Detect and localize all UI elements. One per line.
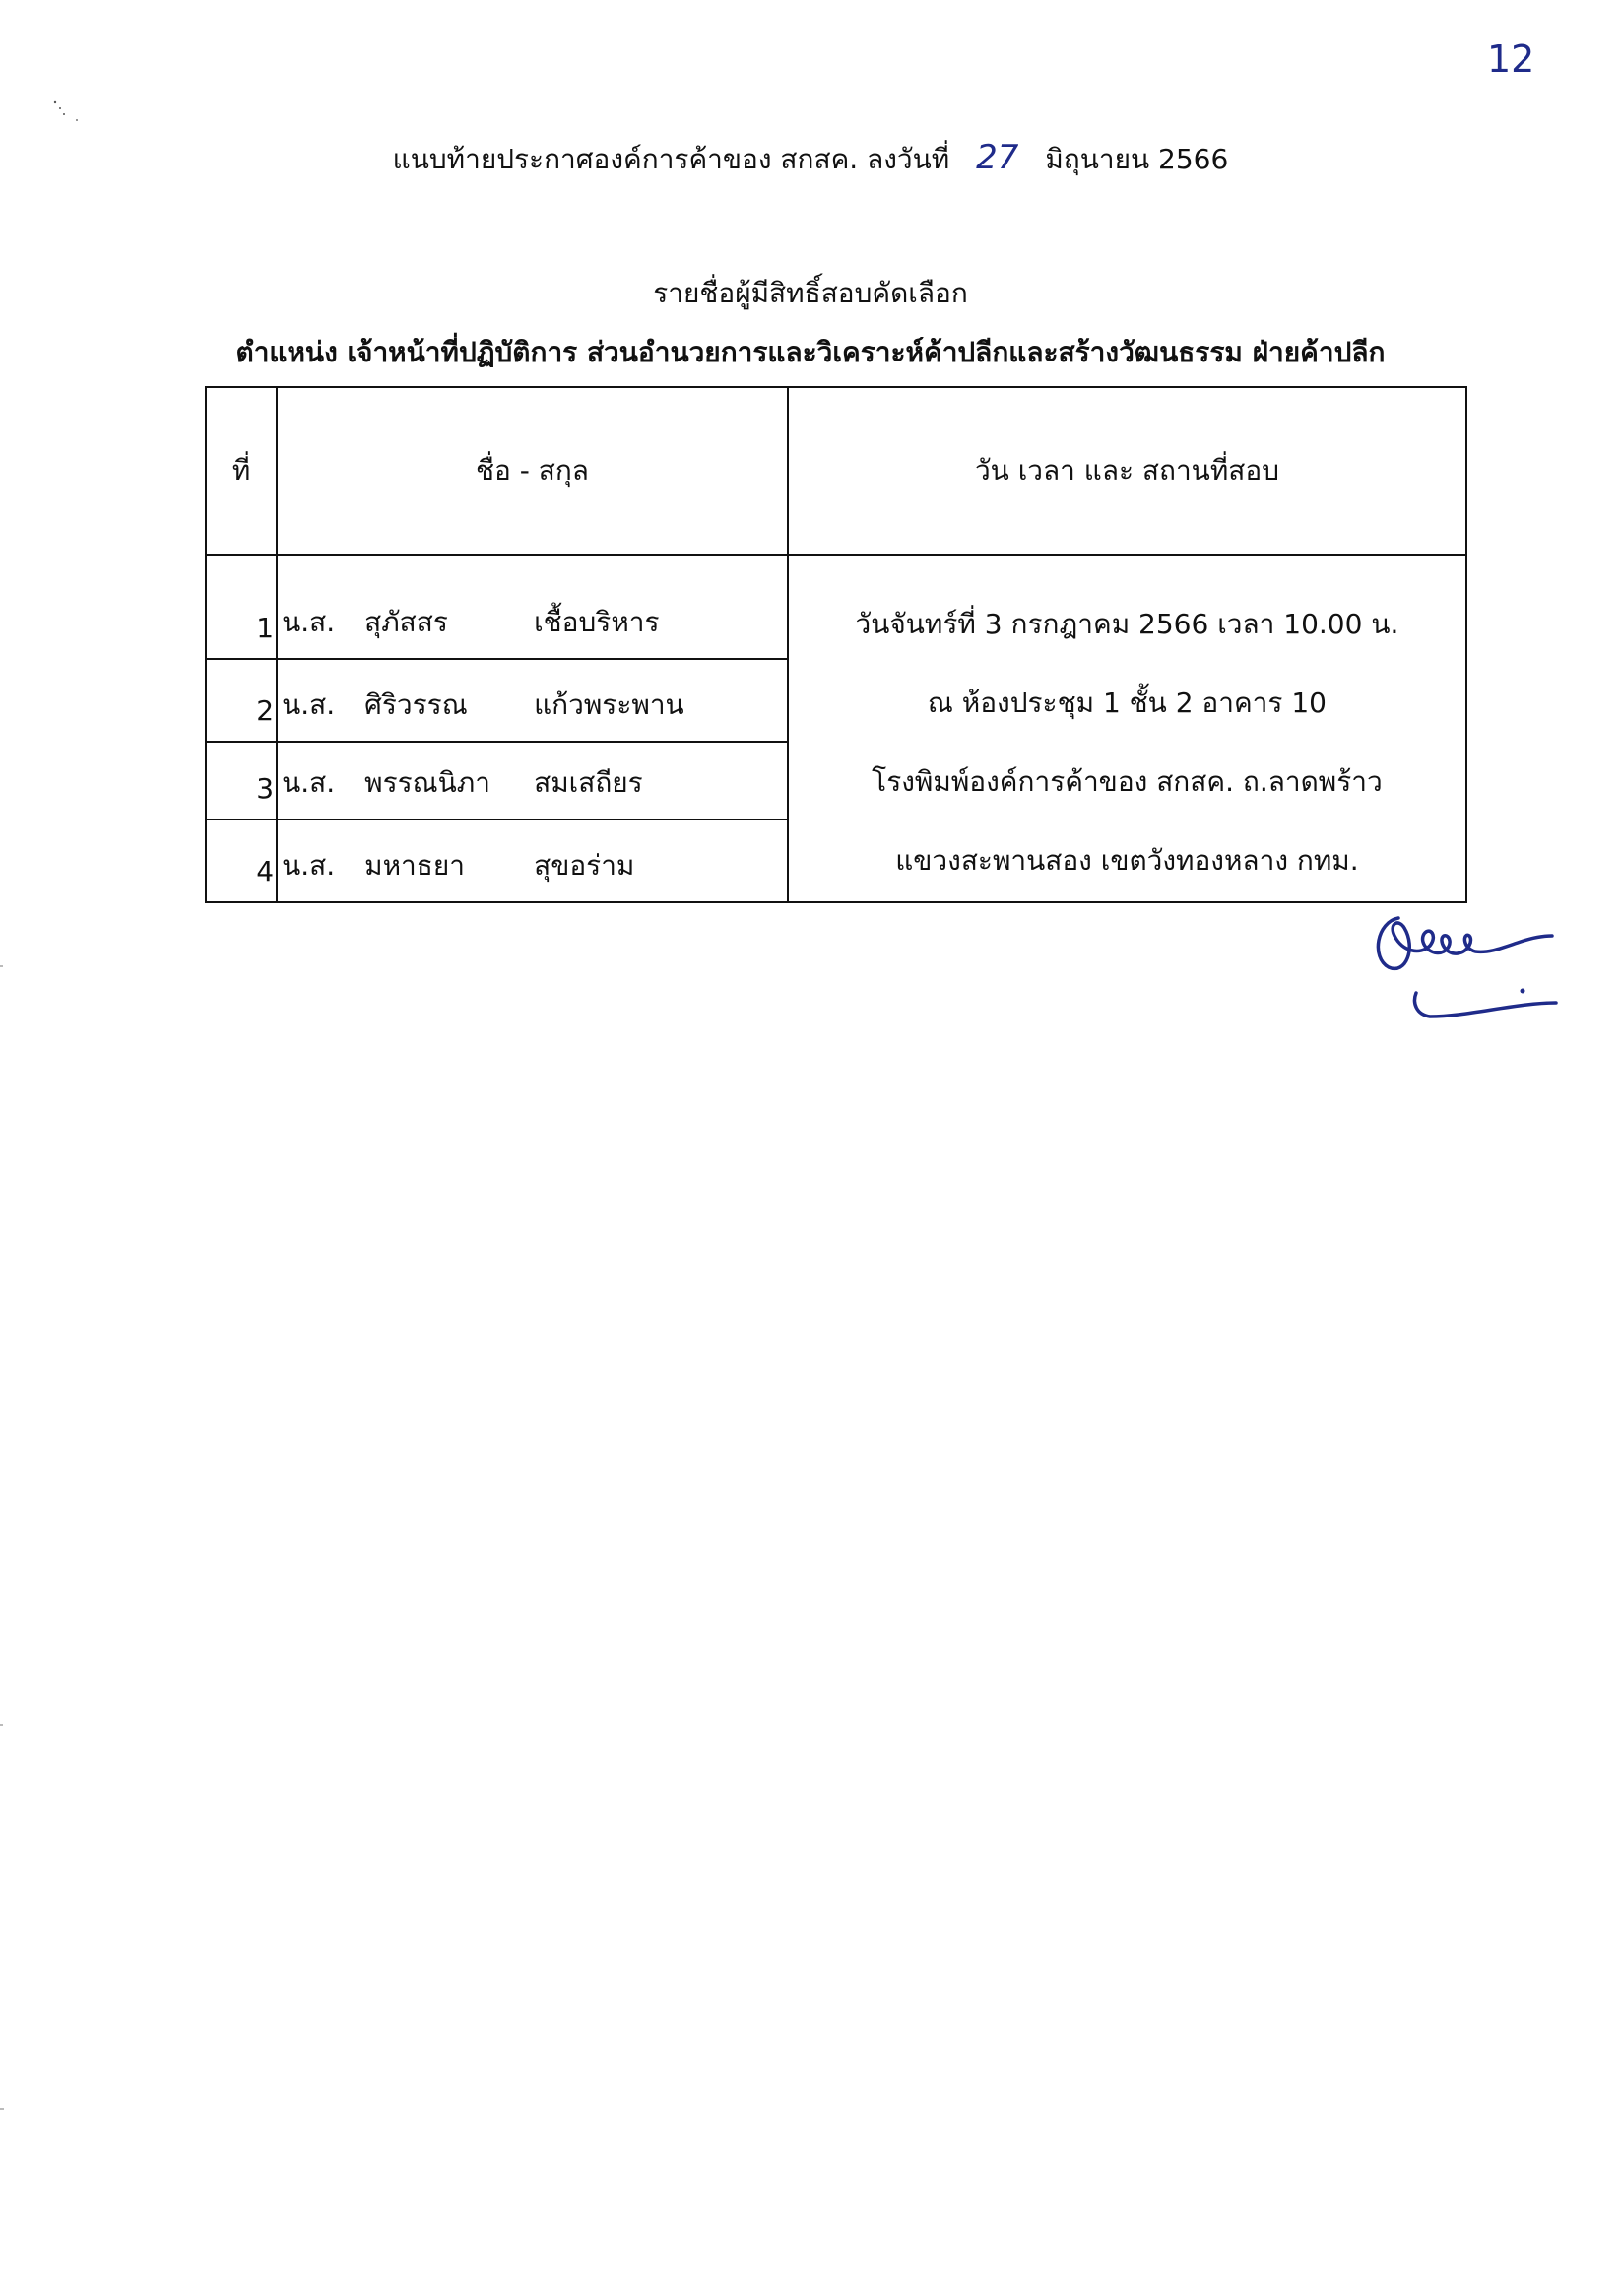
candidate-name	[277, 820, 788, 902]
candidate-name	[277, 659, 788, 742]
exam-room: ณ ห้องประชุม 1 ชั้น 2 อาคาร 10	[927, 687, 1327, 719]
last-name: สุขอร่าม	[534, 849, 635, 882]
first-name: พรรณนิภา	[364, 766, 490, 800]
exam-building: โรงพิมพ์องค์การค้าของ สกสค. ถ.ลาดพร้าว	[872, 765, 1383, 798]
position-title: ตำแหน่ง เจ้าหน้าที่ปฏิบัติการ ส่วนอำนวยการและวิเคราะห์ค้าปลีกและสร้างวัฒนธรรม ฝ่ายค้าปลีก	[235, 336, 1386, 368]
header-name: ชื่อ - สกุล	[277, 387, 788, 555]
header-exam: วัน เวลา และ สถานที่สอบ	[788, 387, 1466, 555]
name-title: น.ส.	[282, 606, 336, 639]
candidate-name	[277, 555, 788, 659]
table-header-row	[206, 387, 1466, 555]
handwritten-signature	[1359, 896, 1566, 1034]
candidate-name	[277, 742, 788, 820]
last-name: แก้วพระพาน	[534, 688, 684, 721]
row-number: 1	[206, 555, 277, 659]
last-name: สมเสถียร	[534, 766, 643, 800]
last-name: เชื้อบริหาร	[534, 606, 660, 639]
attachment-prefix: แนบท้ายประกาศองค์การค้าของ สกสค. ลงวันที่	[392, 143, 950, 175]
header-no: ที่	[206, 387, 277, 555]
row-number: 4	[206, 820, 277, 902]
exam-district: แขวงสะพานสอง เขตวังทองหลาง กทม.	[895, 844, 1359, 877]
candidates-table	[205, 386, 1467, 903]
row-number: 3	[206, 742, 277, 820]
scan-dust-marks	[51, 98, 81, 138]
name-title: น.ส.	[282, 849, 336, 882]
scan-edge-marks	[0, 0, 14, 2296]
exam-date-time: วันจันทร์ที่ 3 กรกฎาคม 2566 เวลา 10.00 น.	[855, 608, 1399, 640]
first-name: สุภัสสร	[364, 606, 448, 639]
list-title: รายชื่อผู้มีสิทธิ์สอบคัดเลือก	[653, 277, 968, 309]
name-title: น.ส.	[282, 688, 336, 721]
exam-details	[788, 555, 1466, 902]
name-title: น.ส.	[282, 766, 336, 800]
first-name: ศิริวรรณ	[364, 688, 468, 721]
handwritten-day: 27	[976, 138, 1019, 177]
page-number: 12	[1487, 37, 1535, 81]
first-name: มหาธยา	[364, 849, 465, 882]
row-number: 2	[206, 659, 277, 742]
attachment-line	[0, 138, 1621, 181]
table-row	[206, 555, 1466, 659]
attachment-month-year: มิถุนายน 2566	[1045, 143, 1229, 175]
